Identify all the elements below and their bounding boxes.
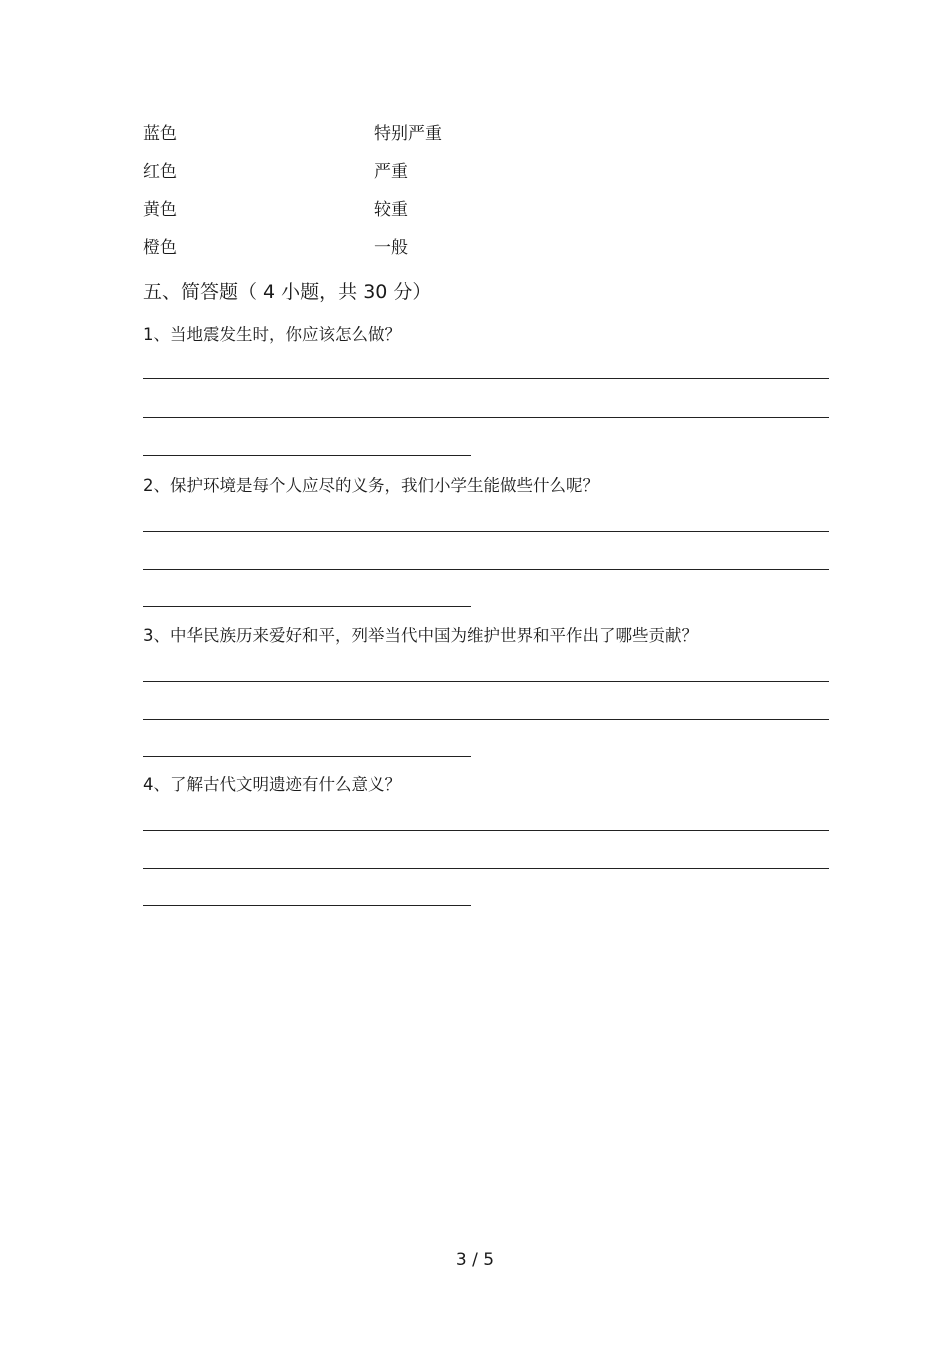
answer-line[interactable] <box>143 868 829 869</box>
color-label: 蓝色 <box>143 124 177 144</box>
match-row <box>143 160 543 198</box>
section-heading: 五、简答题（ 4 小题，共 30 分） <box>143 281 432 303</box>
question-block <box>143 474 833 498</box>
match-row <box>143 198 543 236</box>
color-label: 红色 <box>143 162 177 182</box>
level-label: 一般 <box>374 238 408 258</box>
answer-line[interactable] <box>143 569 829 570</box>
answer-line[interactable] <box>143 756 471 757</box>
question-text: 2、保护环境是每个人应尽的义务，我们小学生能做些什么呢？ <box>143 476 599 495</box>
color-label: 橙色 <box>143 238 177 258</box>
level-label: 特别严重 <box>374 124 442 144</box>
question-text: 4、了解古代文明遗迹有什么意义？ <box>143 775 401 794</box>
question-text: 1、当地震发生时，你应该怎么做？ <box>143 325 401 344</box>
answer-line[interactable] <box>143 830 829 831</box>
color-level-match-table <box>143 122 543 274</box>
match-row <box>143 122 543 160</box>
answer-line[interactable] <box>143 455 471 456</box>
answer-line[interactable] <box>143 905 471 906</box>
answer-line[interactable] <box>143 417 829 418</box>
match-row <box>143 236 543 274</box>
level-label: 较重 <box>374 200 408 220</box>
answer-line[interactable] <box>143 719 829 720</box>
page-number: 3 / 5 <box>455 1250 495 1270</box>
question-text: 3、中华民族历来爱好和平，列举当代中国为维护世界和平作出了哪些贡献？ <box>143 626 698 645</box>
level-label: 严重 <box>374 162 408 182</box>
question-block <box>143 773 833 797</box>
answer-line[interactable] <box>143 681 829 682</box>
color-label: 黄色 <box>143 200 177 220</box>
answer-line[interactable] <box>143 378 829 379</box>
answer-line[interactable] <box>143 606 471 607</box>
question-block <box>143 323 833 347</box>
answer-line[interactable] <box>143 531 829 532</box>
question-block <box>143 624 833 648</box>
